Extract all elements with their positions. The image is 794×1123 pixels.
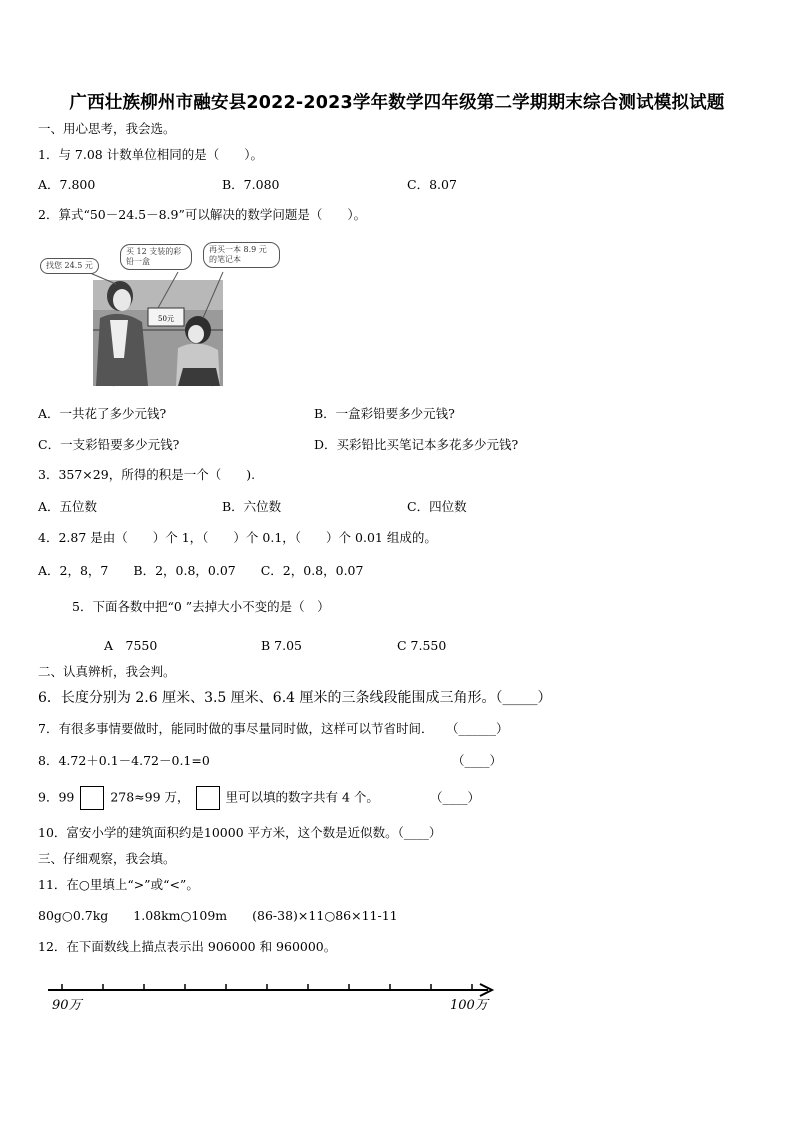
question-6: 6．长度分别为 2.6 厘米、3.5 厘米、6.4 厘米的三条线段能围成三角形。（_____）	[38, 690, 552, 706]
number-line-graphic	[40, 978, 500, 1018]
question-2-option-c: C．一支彩铅要多少元钱?	[38, 437, 180, 452]
question-1-option-b: B．7.080	[222, 177, 280, 192]
question-4-options: A．2，8，7 B．2，0.8，0.07 C．2，0.8，0.07	[38, 563, 364, 578]
question-7: 7．有很多事情要做时，能同时做的事尽量同时做，这样可以节省时间． （______）	[38, 721, 509, 736]
question-2-illustration	[38, 238, 288, 388]
page-title: 广西壮族柳州市融安县2022-2023学年数学四年级第二学期期末综合测试模拟试题	[69, 93, 725, 113]
speech-bubble-buy-notebook: 再买一本 8.9 元的笔记本	[203, 242, 280, 268]
question-9	[38, 786, 379, 810]
number-line-end-label: 100万	[450, 998, 488, 1013]
question-9-blank: （____）	[430, 790, 481, 805]
question-4-stem: 4．2.87 是由（ ）个 1，（ ）个 0.1，（ ）个 0.01 组成的。	[38, 530, 437, 545]
section-heading-1: 一、用心思考，我会选。	[38, 121, 176, 136]
question-2-option-b: B．一盒彩铅要多少元钱?	[314, 406, 455, 421]
question-3-option-b: B．六位数	[222, 499, 282, 514]
answer-box[interactable]	[80, 786, 104, 810]
question-10: 10．富安小学的建筑面积约是10000 平方米，这个数是近似数。（____）	[38, 825, 442, 840]
question-11-items: 80g○0.7kg 1.08km○109m (86-38)×11○86×11-11	[38, 908, 398, 923]
question-3-option-c: C．四位数	[407, 499, 467, 514]
question-12-stem: 12．在下面数线上描点表示出 906000 和 960000。	[38, 939, 337, 954]
question-9-part3: 里可以填的数字共有 4 个。	[225, 789, 379, 805]
question-9-part1: 9．99	[38, 789, 75, 805]
question-5-option-c: C 7.550	[397, 638, 447, 653]
question-2-option-a: A．一共花了多少元钱?	[38, 406, 167, 421]
question-8-stem: 8．4.72＋0.1－4.72－0.1=0	[38, 753, 210, 768]
section-heading-3: 三、仔细观察，我会填。	[38, 851, 176, 866]
speech-bubble-change: 找您 24.5 元	[40, 258, 99, 274]
section-heading-2: 二、认真辨析，我会判。	[38, 664, 176, 679]
question-9-part2: 278≈99 万，	[110, 789, 190, 805]
question-5-stem: 5．下面各数中把“0 ”去掉大小不变的是（ ）	[72, 599, 330, 614]
question-1-stem: 1．与 7.08 计数单位相同的是（ ）。	[38, 147, 263, 162]
bill-label: 50元	[158, 315, 174, 323]
speech-bubble-buy-pencils: 买 12 支装的彩铅一盒	[120, 244, 192, 270]
answer-box-reference	[196, 786, 220, 810]
question-3-option-a: A．五位数	[38, 499, 98, 514]
question-3-stem: 3．357×29，所得的积是一个（ ).	[38, 467, 256, 482]
question-1-option-a: A．7.800	[38, 177, 96, 192]
number-line	[40, 978, 500, 1018]
question-2-stem: 2．算式“50－24.5－8.9”可以解决的数学问题是（ ）。	[38, 207, 367, 222]
question-5-option-b: B 7.05	[261, 638, 302, 653]
question-8-blank: （____）	[452, 753, 503, 768]
question-2-option-d: D．买彩铅比买笔记本多花多少元钱?	[314, 437, 519, 452]
question-1-option-c: C．8.07	[407, 177, 457, 192]
question-11-stem: 11．在○里填上“>”或“<”。	[38, 877, 199, 892]
question-5-option-a: A 7550	[104, 638, 158, 653]
number-line-start-label: 90万	[52, 998, 82, 1013]
